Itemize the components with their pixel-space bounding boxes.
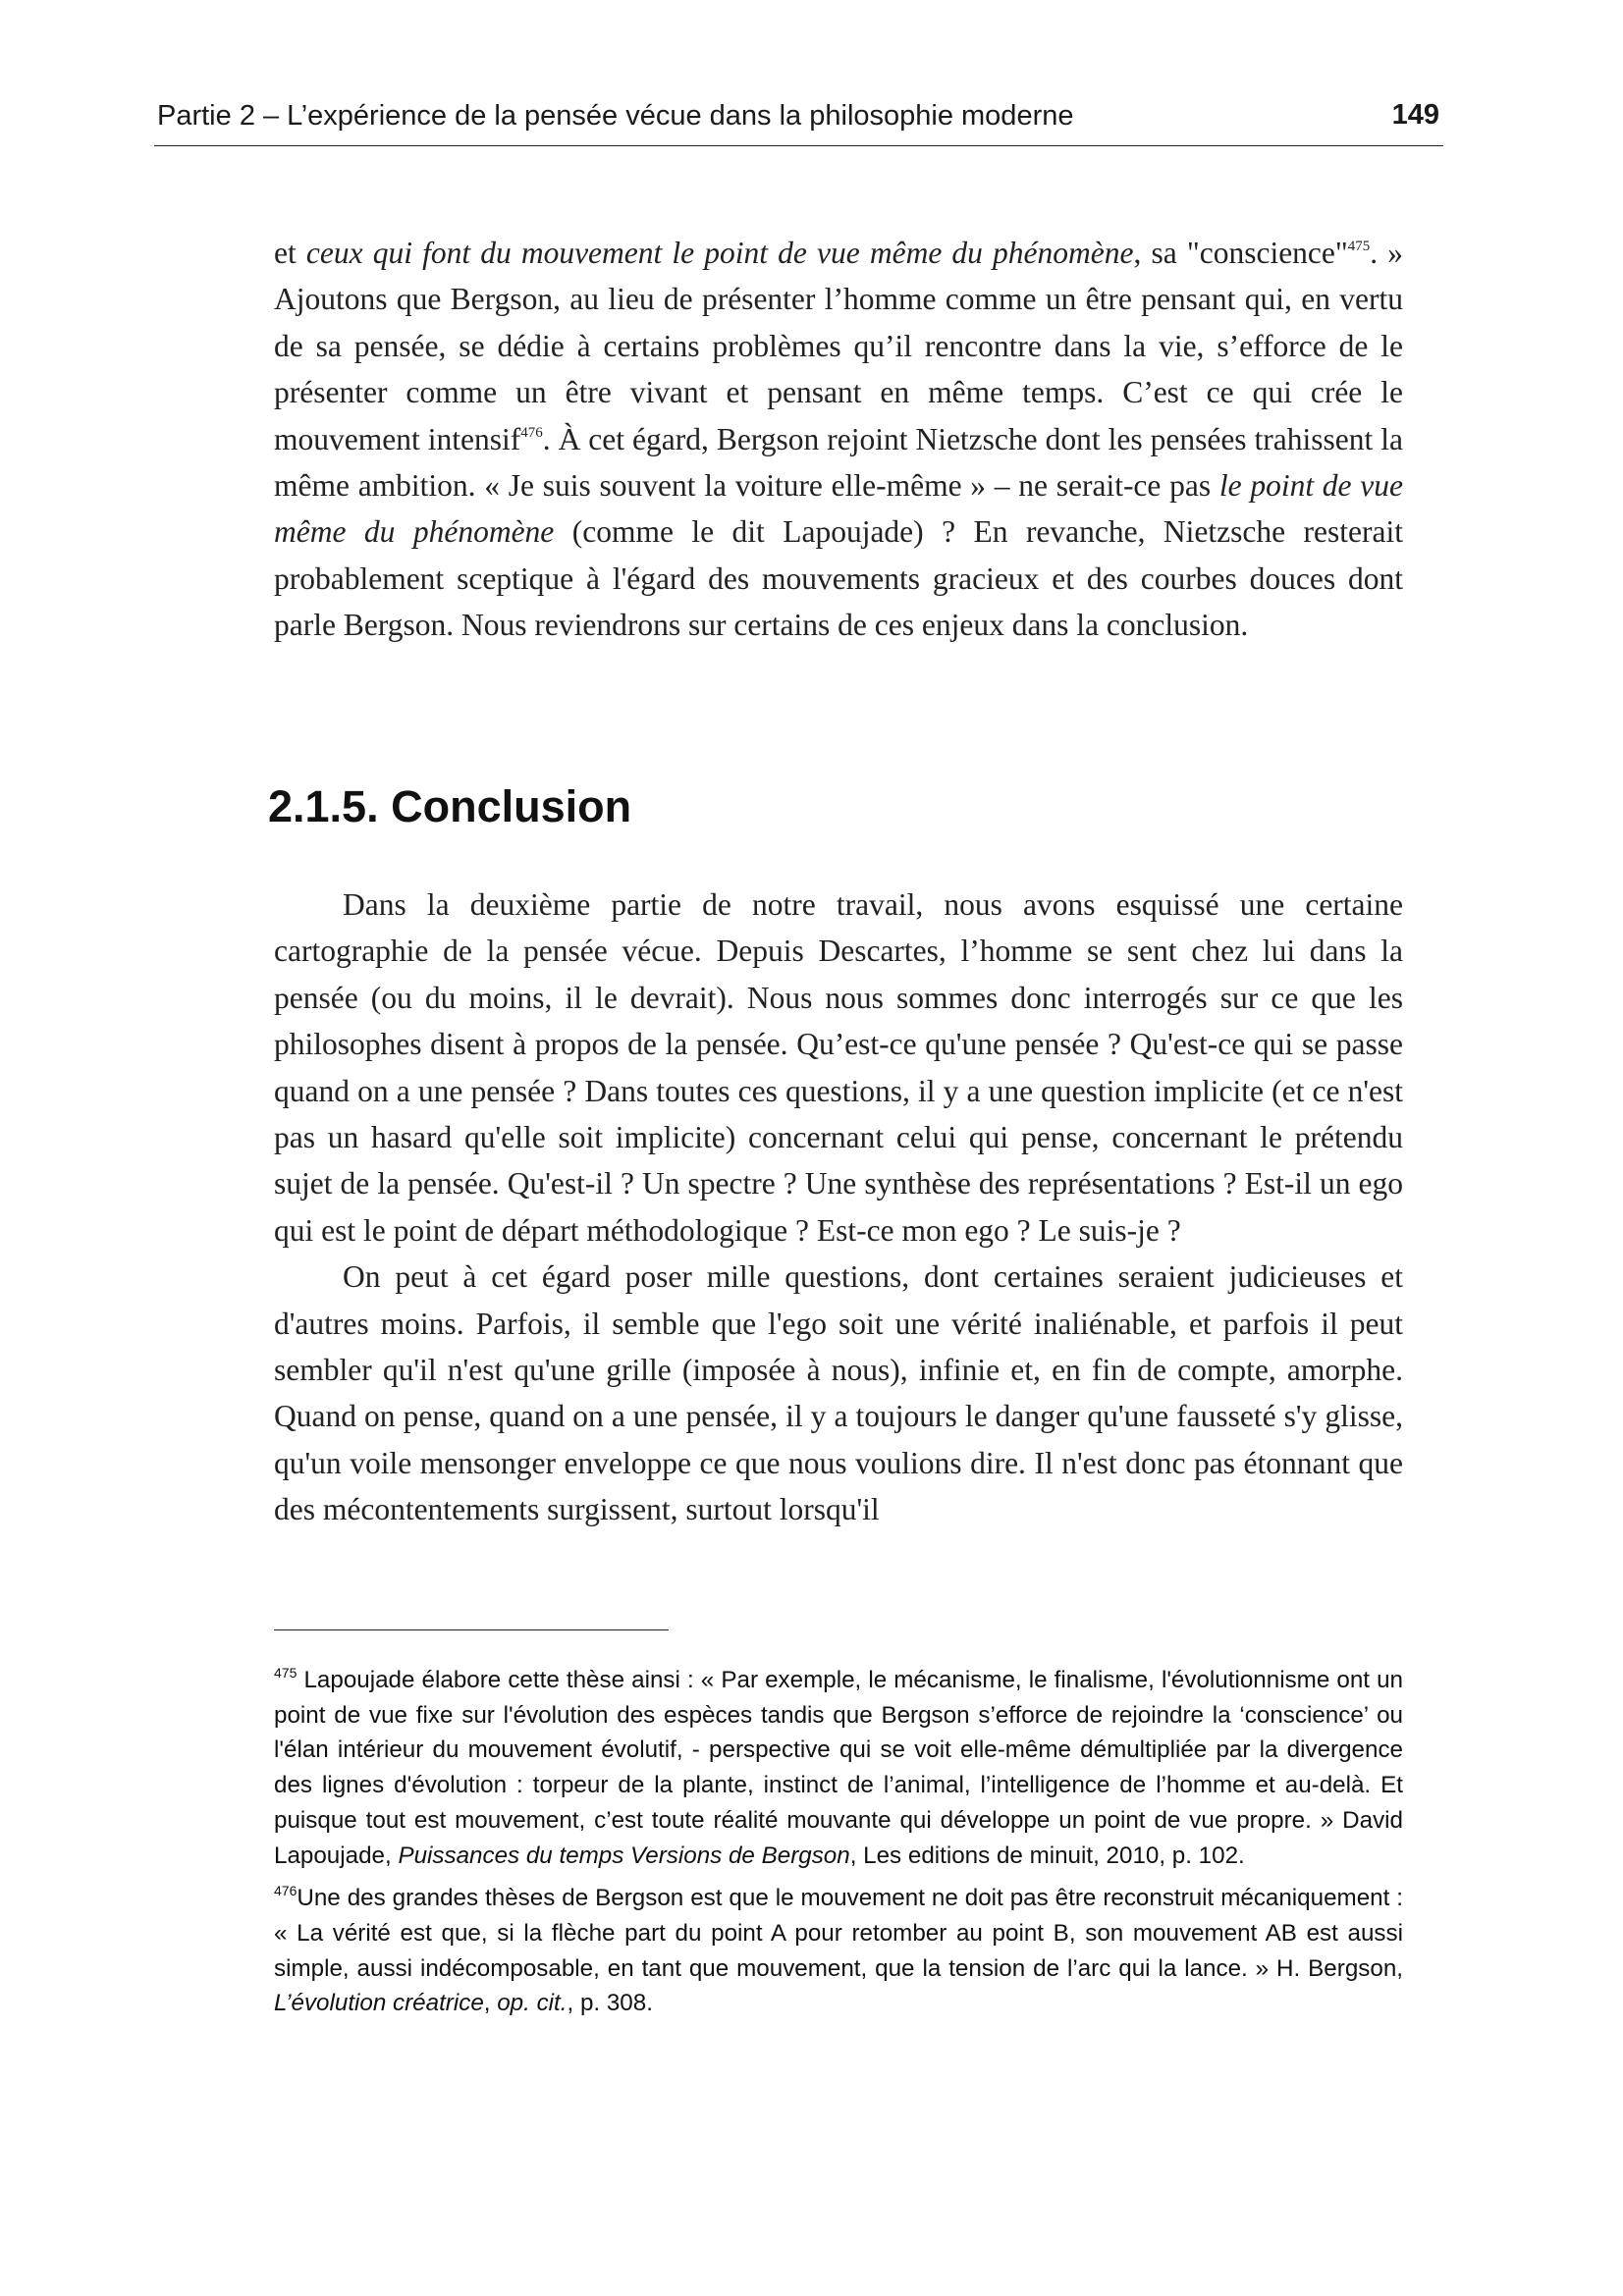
conclusion-body: [274, 881, 1403, 1533]
footnote-475-tail: , Les editions de minuit, 2010, p. 102.: [849, 1842, 1245, 1869]
footnote-ref-475[interactable]: 475: [1347, 239, 1371, 254]
footnote-475: [274, 1663, 1403, 1873]
footnote-476: [274, 1881, 1403, 2021]
p1-text-d: . À cet égard, Bergson rejoint Nietzsche dont les pensées trahissent la même ambition. « Je suis souvent la voiture elle-même » – ne serait-ce pas: [274, 421, 1403, 504]
section-heading: 2.1.5. Conclusion: [268, 781, 632, 831]
p1-italic-quote: ceux qui font du mouvement le point de vue même du phénomène: [305, 236, 1134, 270]
footnote-476-opcit: op. cit.: [497, 1990, 568, 2017]
footnotes: [274, 1663, 1403, 2021]
footnote-separator: [274, 1629, 669, 1630]
footnote-475-number: 475: [274, 1665, 298, 1681]
footnote-475-text: Lapoujade élabore cette thèse ainsi : « Par exemple, le mécanisme, le finalisme, l'évolutionnisme ont un point de vue fixe sur l'évolution des espèces tandis que Bergson s’efforce de rejoindre la ‘conscience’ ou l'élan intérieur du mouvement évolutif, - perspective qui se voit elle-même démultipliée par la divergence des lignes d'évolution : torpeur de la plante, instinct de l’animal, l’intelligence de l’homme et au-delà. Et puisque tout est mouvement, c’est toute réalité mouvante qui développe un point de vue propre. » David Lapoujade,: [274, 1667, 1403, 1869]
footnote-476-text: Une des grandes thèses de Bergson est que le mouvement ne doit pas être reconstruit mécaniquement : « La vérité est que, si la flèche part du point A pour retomber au point B, son mouvement AB est aussi simple, aussi indécomposable, en tant que mouvement, que la tension de l’arc qui la lance. » H. Bergson,: [274, 1885, 1403, 1982]
p1-text-f: (comme le dit Lapoujade) ? En revanche, Nietzsche resterait probablement sceptique à l'égard des mouvements gracieux et des courbes douces dont parle Bergson. Nous reviendrons sur certains de ces enjeux dans la conclusion.: [274, 514, 1403, 643]
paragraph-continuation: [274, 230, 1403, 649]
footnote-476-number: 476: [274, 1883, 298, 1899]
page-number: 149: [1391, 99, 1439, 131]
p1-text-a: et: [274, 236, 306, 270]
paragraph-3: On peut à cet égard poser mille questions, dont certaines seraient judicieuses et d'autres moins. Parfois, il semble que l'ego soit une vérité inaliénable, et parfois il peut sembler qu'il n'est qu'une grille (imposée à nous), infinie et, en fin de compte, amorphe. Quand on pense, quand on a une pensée, il y a toujours le danger qu'une fausseté s'y glisse, qu'un voile mensonger enveloppe ce que nous voulions dire. Il n'est donc pas étonnant que des mécontentements surgissent, surtout lorsqu'il: [274, 1259, 1403, 1527]
footnote-476-tail: , p. 308.: [567, 1990, 653, 2017]
p1-text-c: . » Ajoutons que Bergson, au lieu de présenter l’homme comme un être pensant qui, en vertu de sa pensée, se dédie à certains problèmes qu’il rencontre dans la vie, s’efforce de le présenter comme un être vivant et pensant en même temps. C’est ce qui crée le mouvement intensif: [274, 236, 1404, 456]
footnote-475-title: Puissances du temps Versions de Bergson: [398, 1842, 850, 1869]
footnote-ref-476[interactable]: 476: [520, 424, 543, 441]
footnote-476-title: L’évolution créatrice: [274, 1990, 484, 2017]
footnote-476-mid: ,: [483, 1990, 498, 2017]
header-title: Partie 2 – L’expérience de la pensée vécue dans la philosophie moderne: [157, 100, 1074, 132]
p1-text-b: , sa "conscience": [1133, 236, 1348, 270]
p1-italic-phrase: le point de vue même du phénomène: [274, 468, 1403, 550]
paragraph-2: Dans la deuxième partie de notre travail, nous avons esquissé une certaine cartographie de la pensée vécue. Depuis Descartes, l’homme se sent chez lui dans la pensée (ou du moins, il le devrait). Nous nous sommes donc interrogés sur ce que les philosophes disent à propos de la pensée. Qu’est-ce qu'une pensée ? Qu'est-ce qui se passe quand on a une pensée ? Dans toutes ces questions, il y a une question implicite (et ce n'est pas un hasard qu'elle soit implicite) concernant celui qui pense, concernant le prétendu sujet de la pensée. Qu'est-il ? Un spectre ? Une synthèse des représentations ? Est-il un ego qui est le point de départ méthodologique ? Est-ce mon ego ? Le suis-je ?: [274, 887, 1403, 1248]
running-header: [154, 96, 1443, 146]
